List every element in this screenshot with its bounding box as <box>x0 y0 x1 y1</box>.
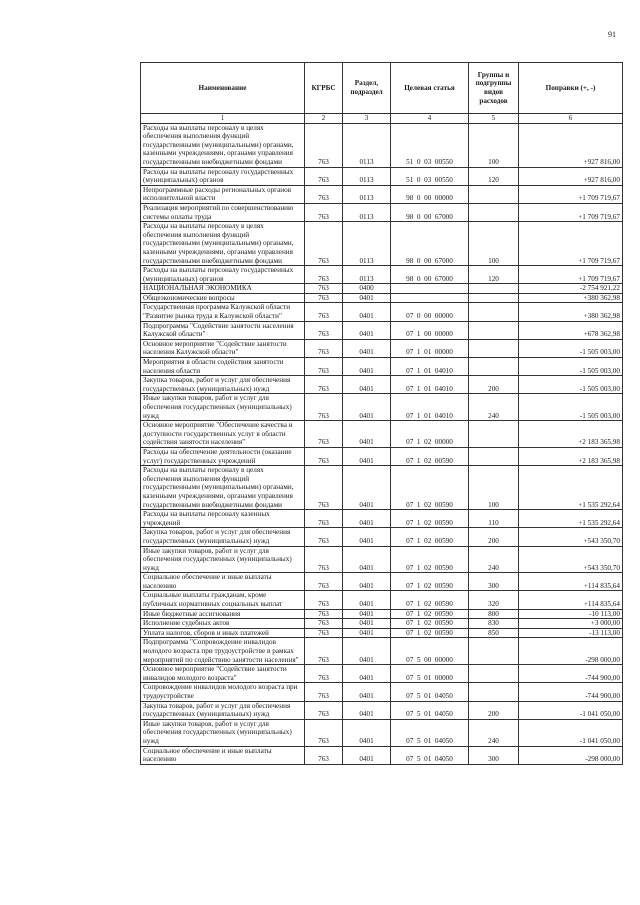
row-amount: -744 900,00 <box>519 683 623 701</box>
row-name: Расходы на выплаты персоналу в целях обеспечения выполнения функций государственными (муниципальными) органами, казенными учреждениями, органами управления государственными внебюджетными фондами <box>141 123 305 167</box>
row-section: 0113 <box>343 167 391 185</box>
row-target-article: 07 5 01 00000 <box>391 665 469 683</box>
row-kgrbs: 763 <box>305 284 343 294</box>
row-name: Мероприятия в области содействия занятости населения области <box>141 358 305 376</box>
row-expense-group <box>469 638 519 665</box>
row-expense-group <box>469 303 519 321</box>
table-row <box>141 284 623 294</box>
row-kgrbs: 763 <box>305 421 343 448</box>
row-target-article: 07 1 02 00590 <box>391 546 469 573</box>
row-expense-group: 830 <box>469 619 519 629</box>
table-row <box>141 203 623 221</box>
row-expense-group <box>469 185 519 203</box>
row-expense-group <box>469 339 519 357</box>
row-section: 0401 <box>343 609 391 619</box>
header-kgrbs: КГРБС <box>305 63 343 114</box>
row-section: 0113 <box>343 266 391 284</box>
row-name: Закупка товаров, работ и услуг для обеспечения государственных (муниципальных) нужд <box>141 376 305 394</box>
row-section: 0400 <box>343 284 391 294</box>
row-section: 0401 <box>343 665 391 683</box>
row-name: Расходы на выплаты персоналу в целях обеспечения выполнения функций государственными (муниципальными) органами, казенными учреждениями, органами управления государственными внебюджетными фондами <box>141 222 305 266</box>
row-kgrbs: 763 <box>305 293 343 303</box>
row-expense-group <box>469 321 519 339</box>
row-name: Расходы на выплаты персоналу государственных (муниципальных) органов <box>141 266 305 284</box>
row-expense-group: 200 <box>469 376 519 394</box>
row-target-article <box>391 284 469 294</box>
row-section: 0401 <box>343 719 391 746</box>
row-target-article: 07 1 02 00590 <box>391 510 469 528</box>
row-target-article: 07 1 01 04010 <box>391 358 469 376</box>
row-section: 0401 <box>343 628 391 638</box>
row-section: 0401 <box>343 701 391 719</box>
row-expense-group: 300 <box>469 746 519 764</box>
row-amount: -2 754 921,22 <box>519 284 623 294</box>
row-section: 0401 <box>343 303 391 321</box>
row-target-article: 07 1 01 04010 <box>391 394 469 421</box>
table-row <box>141 665 623 683</box>
row-expense-group: 300 <box>469 573 519 591</box>
row-target-article: 07 1 02 00590 <box>391 628 469 638</box>
row-expense-group: 100 <box>469 123 519 167</box>
row-amount: +543 350,70 <box>519 546 623 573</box>
row-amount: +1 709 719,67 <box>519 222 623 266</box>
row-name: Расходы на выплаты персоналу государственных (муниципальных) органов <box>141 167 305 185</box>
row-amount: +3 000,00 <box>519 619 623 629</box>
row-kgrbs: 763 <box>305 665 343 683</box>
table-row <box>141 528 623 546</box>
row-kgrbs: 763 <box>305 167 343 185</box>
table-row <box>141 303 623 321</box>
row-kgrbs: 763 <box>305 376 343 394</box>
row-section: 0401 <box>343 421 391 448</box>
row-kgrbs: 763 <box>305 203 343 221</box>
row-section: 0401 <box>343 321 391 339</box>
row-name: Расходы на выплаты персоналу в целях обеспечения выполнения функций государственными (муниципальными) органами, казенными учреждениями, органами управления государственными внебюджетными фондами <box>141 466 305 510</box>
table-row <box>141 185 623 203</box>
table-row <box>141 394 623 421</box>
row-target-article <box>391 293 469 303</box>
row-amount: +114 835,64 <box>519 591 623 609</box>
table-header-row <box>141 63 623 114</box>
row-section: 0401 <box>343 339 391 357</box>
row-amount: -744 900,00 <box>519 665 623 683</box>
row-kgrbs: 763 <box>305 683 343 701</box>
row-section: 0401 <box>343 638 391 665</box>
row-amount: +2 183 365,98 <box>519 447 623 465</box>
row-amount: +927 816,00 <box>519 123 623 167</box>
row-amount: -1 505 003,00 <box>519 394 623 421</box>
row-amount: +543 350,70 <box>519 528 623 546</box>
row-kgrbs: 763 <box>305 546 343 573</box>
header-section: Раздел, подраздел <box>343 63 391 114</box>
row-amount: +678 362,98 <box>519 321 623 339</box>
row-name: Закупка товаров, работ и услуг для обеспечения государственных (муниципальных) нужд <box>141 528 305 546</box>
row-name: Социальное обеспечение и иные выплаты населению <box>141 573 305 591</box>
row-section: 0401 <box>343 619 391 629</box>
row-kgrbs: 763 <box>305 303 343 321</box>
row-name: Иные бюджетные ассигнования <box>141 609 305 619</box>
row-kgrbs: 763 <box>305 591 343 609</box>
table-row <box>141 222 623 266</box>
row-name: Подпрограмма "Содействие занятости населения Калужской области" <box>141 321 305 339</box>
row-kgrbs: 763 <box>305 573 343 591</box>
table-row <box>141 466 623 510</box>
row-section: 0113 <box>343 203 391 221</box>
row-section: 0401 <box>343 528 391 546</box>
row-amount: -10 113,00 <box>519 609 623 619</box>
row-name: Основное мероприятие "Содействие занятости инвалидов молодого возраста" <box>141 665 305 683</box>
row-expense-group <box>469 421 519 448</box>
row-amount: +1 709 719,67 <box>519 266 623 284</box>
row-target-article: 07 1 02 00590 <box>391 528 469 546</box>
row-target-article: 07 5 01 04050 <box>391 746 469 764</box>
row-kgrbs: 763 <box>305 266 343 284</box>
table-row <box>141 746 623 764</box>
row-target-article: 51 0 03 00550 <box>391 123 469 167</box>
row-expense-group: 320 <box>469 591 519 609</box>
row-section: 0401 <box>343 683 391 701</box>
row-name: Сопровождение инвалидов молодого возраста при трудоустройстве <box>141 683 305 701</box>
row-expense-group: 240 <box>469 546 519 573</box>
row-amount: -1 041 050,00 <box>519 701 623 719</box>
row-name: Подпрограмма "Сопровождение инвалидов молодого возраста при трудоустройстве в рамках мероприятий по содействию занятости населения" <box>141 638 305 665</box>
row-target-article: 07 1 02 00590 <box>391 573 469 591</box>
row-expense-group: 200 <box>469 701 519 719</box>
row-section: 0401 <box>343 591 391 609</box>
row-kgrbs: 763 <box>305 394 343 421</box>
row-section: 0401 <box>343 510 391 528</box>
table-row <box>141 609 623 619</box>
table-row <box>141 167 623 185</box>
row-name: Расходы на обеспечение деятельности (оказание услуг) государственных учреждений <box>141 447 305 465</box>
row-section: 0401 <box>343 746 391 764</box>
row-kgrbs: 763 <box>305 321 343 339</box>
row-target-article: 07 1 02 00590 <box>391 619 469 629</box>
row-kgrbs: 763 <box>305 746 343 764</box>
header-groups: Группы и подгруппы видов расходов <box>469 63 519 114</box>
row-kgrbs: 763 <box>305 447 343 465</box>
table-body <box>141 123 623 764</box>
row-expense-group: 120 <box>469 266 519 284</box>
row-section: 0113 <box>343 123 391 167</box>
row-kgrbs: 763 <box>305 358 343 376</box>
row-name: Социальные выплаты гражданам, кроме публичных нормативных социальных выплат <box>141 591 305 609</box>
row-expense-group <box>469 358 519 376</box>
row-section: 0401 <box>343 546 391 573</box>
row-name: Общеэкономические вопросы <box>141 293 305 303</box>
row-target-article: 07 1 01 04010 <box>391 376 469 394</box>
row-name: Реализация мероприятий по совершенствованию системы оплаты труда <box>141 203 305 221</box>
column-number: 3 <box>343 114 391 124</box>
table-row <box>141 510 623 528</box>
row-name: Непрограммные расходы региональных органов исполнительной власти <box>141 185 305 203</box>
row-expense-group <box>469 203 519 221</box>
row-section: 0401 <box>343 394 391 421</box>
row-target-article: 07 1 00 00000 <box>391 321 469 339</box>
column-number: 1 <box>141 114 305 124</box>
row-name: Иные закупки товаров, работ и услуг для обеспечения государственных (муниципальных) нужд <box>141 546 305 573</box>
row-kgrbs: 763 <box>305 466 343 510</box>
row-amount: -298 000,00 <box>519 638 623 665</box>
table-row <box>141 719 623 746</box>
row-section: 0113 <box>343 222 391 266</box>
row-amount: +380 362,98 <box>519 303 623 321</box>
row-target-article: 98 0 00 67000 <box>391 266 469 284</box>
row-amount: -298 000,00 <box>519 746 623 764</box>
table-row <box>141 447 623 465</box>
row-target-article: 07 1 02 00590 <box>391 609 469 619</box>
row-target-article: 07 1 01 00000 <box>391 339 469 357</box>
column-number: 2 <box>305 114 343 124</box>
row-target-article: 07 0 00 00000 <box>391 303 469 321</box>
row-kgrbs: 763 <box>305 222 343 266</box>
row-expense-group <box>469 293 519 303</box>
row-kgrbs: 763 <box>305 339 343 357</box>
row-name: Иные закупки товаров, работ и услуг для обеспечения государственных (муниципальных) нужд <box>141 719 305 746</box>
row-kgrbs: 763 <box>305 638 343 665</box>
budget-amendments-table <box>140 62 623 765</box>
row-kgrbs: 763 <box>305 123 343 167</box>
row-name: НАЦИОНАЛЬНАЯ ЭКОНОМИКА <box>141 284 305 294</box>
row-amount: -1 041 050,00 <box>519 719 623 746</box>
column-number: 6 <box>519 114 623 124</box>
row-target-article: 98 0 00 67000 <box>391 222 469 266</box>
row-amount: +927 816,00 <box>519 167 623 185</box>
table-row <box>141 358 623 376</box>
row-expense-group: 240 <box>469 394 519 421</box>
row-target-article: 07 5 01 04050 <box>391 719 469 746</box>
row-name: Расходы на выплаты персоналу казенных учреждений <box>141 510 305 528</box>
row-expense-group <box>469 683 519 701</box>
row-section: 0401 <box>343 358 391 376</box>
table-row <box>141 683 623 701</box>
row-amount: +114 835,64 <box>519 573 623 591</box>
row-kgrbs: 763 <box>305 510 343 528</box>
row-expense-group <box>469 447 519 465</box>
table-row <box>141 546 623 573</box>
row-expense-group: 100 <box>469 222 519 266</box>
page-number: 91 <box>608 30 616 39</box>
row-expense-group: 200 <box>469 528 519 546</box>
row-kgrbs: 763 <box>305 609 343 619</box>
row-amount: +1 709 719,67 <box>519 203 623 221</box>
column-number: 4 <box>391 114 469 124</box>
row-expense-group: 120 <box>469 167 519 185</box>
row-expense-group: 850 <box>469 628 519 638</box>
row-name: Социальное обеспечение и иные выплаты населению <box>141 746 305 764</box>
row-kgrbs: 763 <box>305 719 343 746</box>
row-target-article: 07 5 01 04050 <box>391 683 469 701</box>
row-section: 0401 <box>343 376 391 394</box>
header-amendments: Поправки (+, -) <box>519 63 623 114</box>
row-kgrbs: 763 <box>305 528 343 546</box>
row-kgrbs: 763 <box>305 185 343 203</box>
table-row <box>141 321 623 339</box>
row-amount: +1 535 292,64 <box>519 510 623 528</box>
row-name: Исполнение судебных актов <box>141 619 305 629</box>
table-row <box>141 293 623 303</box>
header-name: Наименование <box>141 63 305 114</box>
table-row <box>141 619 623 629</box>
row-target-article: 07 1 02 00590 <box>391 447 469 465</box>
row-target-article: 51 0 03 00550 <box>391 167 469 185</box>
row-expense-group <box>469 665 519 683</box>
row-target-article: 98 0 00 67000 <box>391 203 469 221</box>
table-row <box>141 266 623 284</box>
row-target-article: 07 5 00 00000 <box>391 638 469 665</box>
row-amount: -1 505 003,00 <box>519 358 623 376</box>
row-section: 0401 <box>343 573 391 591</box>
row-target-article: 07 1 02 00590 <box>391 466 469 510</box>
table-row <box>141 573 623 591</box>
row-target-article: 07 1 02 00590 <box>391 591 469 609</box>
row-name: Уплата налогов, сборов и иных платежей <box>141 628 305 638</box>
row-name: Закупка товаров, работ и услуг для обеспечения государственных (муниципальных) нужд <box>141 701 305 719</box>
row-amount: +2 183 365,98 <box>519 421 623 448</box>
row-target-article: 07 5 01 04050 <box>391 701 469 719</box>
table-row <box>141 628 623 638</box>
column-number: 5 <box>469 114 519 124</box>
row-target-article: 07 1 02 00000 <box>391 421 469 448</box>
row-section: 0113 <box>343 185 391 203</box>
row-target-article: 98 0 00 00000 <box>391 185 469 203</box>
row-name: Иные закупки товаров, работ и услуг для обеспечения государственных (муниципальных) нужд <box>141 394 305 421</box>
row-expense-group <box>469 284 519 294</box>
table-row <box>141 339 623 357</box>
table-row <box>141 591 623 609</box>
table-row <box>141 376 623 394</box>
table-row <box>141 421 623 448</box>
row-section: 0401 <box>343 293 391 303</box>
row-amount: -1 505 003,00 <box>519 339 623 357</box>
row-amount: +1 709 719,67 <box>519 185 623 203</box>
row-kgrbs: 763 <box>305 628 343 638</box>
row-kgrbs: 763 <box>305 619 343 629</box>
row-expense-group: 100 <box>469 466 519 510</box>
row-expense-group: 240 <box>469 719 519 746</box>
row-name: Основное мероприятие "Обеспечение качества и доступности государственных услуг в области содействия занятости населения" <box>141 421 305 448</box>
row-amount: -13 113,00 <box>519 628 623 638</box>
row-amount: -1 505 003,00 <box>519 376 623 394</box>
header-article: Целевая статья <box>391 63 469 114</box>
column-number-row <box>141 114 623 124</box>
row-section: 0401 <box>343 447 391 465</box>
row-expense-group: 110 <box>469 510 519 528</box>
row-amount: +380 362,98 <box>519 293 623 303</box>
table-row <box>141 638 623 665</box>
row-amount: +1 535 292,64 <box>519 466 623 510</box>
row-section: 0401 <box>343 466 391 510</box>
row-name: Основное мероприятие "Содействие занятости населения Калужской области" <box>141 339 305 357</box>
table-row <box>141 123 623 167</box>
row-expense-group: 800 <box>469 609 519 619</box>
row-kgrbs: 763 <box>305 701 343 719</box>
row-name: Государственная программа Калужской области "Развитие рынка труда в Калужской области" <box>141 303 305 321</box>
table-row <box>141 701 623 719</box>
